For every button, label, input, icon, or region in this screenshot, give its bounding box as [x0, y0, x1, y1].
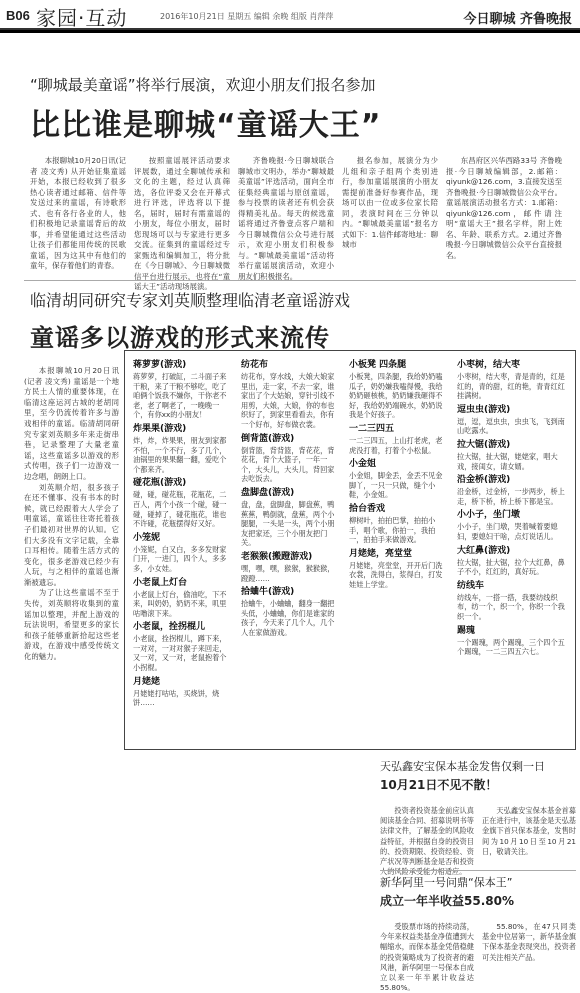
edition-meta: 2016年10月21日 星期五 编辑 余晚 组版 肖萍萍: [160, 12, 334, 21]
article2-kicker: 临清胡同研究专家刘英顺整理临清老童谣游戏: [30, 291, 351, 310]
article2-headline: 童谣多以游戏的形式来流传: [30, 324, 330, 352]
page-number: B06: [6, 8, 30, 23]
section-divider: [24, 280, 576, 281]
rhyme-title: 小老鼠，拴拐棍儿: [133, 622, 206, 633]
rhyme-title: 蒋萝萝(游戏): [133, 360, 187, 370]
rhyme-text: 拾蛐牛，小蛐蛐，翻身一翻把头低，小蛐蛐，你们是谁家的孩子，今天来了几个人，几个人在家做游戏。: [241, 599, 335, 637]
rhymes-column: [133, 357, 233, 745]
rhyme-title: 踢瑰: [457, 625, 476, 636]
rhyme-text: 蒋萝萝，打破缸，二斗面子来干粮，来了干粮不够吃，吃了咱俩个饭我不嫌你，干你老不老，老了啊老了，一晚晚一个，有你xx的小朋友！: [133, 372, 227, 420]
rhyme-text: 小笼妮，白又白，多多发财家门开，一进门，四个人，多多多，小女娃。: [133, 544, 227, 573]
rhyme-text: 沿金桥，过金桥，一步两步，桥上走，桥下桥，桥上桥下都是宝。: [457, 487, 565, 506]
rhyme-text: 纺花布，穿水线，大娘大娘家里出，走一家，不去一家，谁家出了个大姑娘，穿针引线不用剪，大娘，大娘，你的布也织好了，到家里看看去，你有一个好布，好布做衣裳。: [241, 372, 335, 429]
rhyme-text: 嘿，嘿，嘿，猴猴，猴猴猴，蹬蹬……: [241, 563, 335, 583]
rhyme-text: 小枣树，结大枣，青是青的，红是红的，青的甜，红的艳，青青红红挂满树。: [457, 372, 565, 401]
rhyme-title: 炸果果(游戏): [133, 423, 187, 434]
rhyme-text: 小老鼠上灯台，偷油吃，下不来，叫奶奶，奶奶不来，叽里咕噜滚下来。: [133, 589, 227, 618]
article1-column: 本报聊城10月20日讯(记者 凌文秀) 从开始征集童谣开始，本报已经收到了很多热心读者通过邮箱、信件等发送过来的童谣，有诗歌形式、也有各行各业的人，他们积极地记录童谣背后的故事，并希望能通过这些活动让孩子们都能用传统的民歌童谣，因为这其中有他们的童年，保存着他们的青春。: [30, 156, 126, 270]
rhymes-column: [349, 357, 449, 745]
rhymes-column: [457, 357, 569, 745]
ad1-subtitle: 10月21日不见不散！: [380, 778, 498, 792]
rhyme-text: 倒背篮，背背篮，背花花，背花花，背个大篮子，一年一个，大头儿，大头儿，背回家去吃饭去。: [241, 445, 335, 484]
ad2-column: 55.80%，在47只同类基金中位居第一，新华基金旗下保本基金表现突出，投资者可关注相关产品。: [482, 922, 576, 962]
rhyme-title: 碰花瓶(游戏): [133, 478, 187, 489]
rhyme-title: 小金姐: [349, 459, 377, 470]
fund-ad-1: [380, 758, 576, 877]
article1-column: 齐鲁晚报·今日聊城联合聊城市文明办，举办“聊城最美童谣”评选活动，面向全市征集经典童谣与原创童谣，参与投票的读者还有机会获得精美礼品。每天的候选童谣将通过齐鲁壹点客户端和今日聊城微信公众号进行展示，欢迎小朋友们积极参与。“聊城最美童谣”活动将举行童谣展演活动，欢迎小朋友们积极报名。: [238, 156, 334, 281]
ad2-column: 受股票市场的持续动荡，今年来权益类基金净值遭到大幅缩水，而保本基金凭借稳健的投资策略成为了投资者的避风港，新华阿里一号保本自成立以来一年半累计收益达55.80%。: [380, 922, 474, 993]
rhyme-title: 拉大锯(游戏): [457, 439, 511, 450]
rhyme-title: 小枣树，结大枣: [457, 360, 521, 370]
article1-headline: 比比谁是聊城“童谣大王”: [30, 108, 382, 143]
rhyme-title: 老猴猴(搬蹬游戏): [241, 551, 313, 562]
rhyme-text: 月姥姥，亮堂堂，开开后门洗衣裳，洗得白，浆得白，打发娃娃上学堂。: [349, 560, 443, 589]
rhyme-title: 纺花布: [241, 360, 269, 370]
rhyme-text: 拉大锯，扯大锯，姥姥家，唱大戏，接闺女，请女婿。: [457, 451, 558, 471]
article1-kicker: “聊城最美童谣”将举行展演，欢迎小朋友们报名参加: [30, 76, 376, 94]
rhymes-column: [241, 357, 341, 745]
rhyme-text: 柳树叶，拍拍巴掌，拍拍小手，唱个歌，你拍一，我拍一，拍拍手来做游戏。: [349, 515, 436, 545]
ad2-title: 新华阿里一号问鼎“保本王”: [380, 876, 513, 889]
article1-column: 报名参加，展演分为少儿组和亲子组两个类别进行，参加童谣展演的小朋友需提前准备好参赛作品，现场可以由一位或多位家长陪同，表演时间在三分钟以内。“聊城最美童谣”报名方式如下：1.信件邮寄地址：聊城市: [342, 156, 438, 249]
ad1-title: 天弘鑫安宝保本基金发售仅剩一日: [380, 760, 545, 773]
rhyme-title: 小板凳 四条腿: [349, 360, 407, 370]
rhyme-text: 一个踢瑰，两个踢瑰，三个四个五个踢瑰，一二三四五六七。: [457, 637, 565, 657]
rhyme-title: 倒背篮(游戏): [241, 433, 295, 444]
rhyme-text: 盘，盘，盘脚盘，脚盘蕉，鸭蕉蕉，鸭倒就，盘蕉，两个小腿腿，一头是一头，两个小朋友把家还，三个小朋友把门关。: [241, 499, 335, 548]
rhyme-text: 拉大锯，扯大锯，拉个大红鼻，鼻子不小，红红的，真好玩。: [457, 557, 565, 577]
rhyme-text: 逗，逗，逗虫虫，虫虫飞，飞到南山吃露水。: [457, 416, 565, 436]
rhyme-text: 小金姐，脚金丢，金丢不见金脚丫，一只一只做，缝个小鞋，小金姐。: [349, 471, 443, 500]
rhyme-title: 拾台香戏: [349, 503, 386, 514]
page-header: [0, 0, 580, 30]
rhyme-title: 大红鼻(游戏): [457, 545, 511, 556]
rhyme-title: 一二三四五: [349, 423, 395, 434]
ad-divider: [380, 870, 576, 871]
rhyme-title: 纺线车: [457, 580, 485, 591]
rhyme-text: 纺线车，一搭一搭，我要纺线织布，纺一个，织一个，你织一个我织一个。: [457, 592, 565, 621]
rhyme-title: 月姥姥，亮堂堂: [349, 548, 413, 559]
fund-ad-2: [380, 874, 576, 993]
rhyme-title: 拾蛐牛(游戏): [241, 587, 295, 598]
section-title: 家园·互动: [36, 6, 128, 30]
ad1-column: 投资者投资基金前应认真阅读基金合同、招募说明书等法律文件，了解基金的风险收益特征，并根据自身的投资目的、投资期限、投资经验、资产状况等判断基金是否和投资人的风险承受能力相适应。: [380, 806, 474, 877]
article2-body: 本报聊城10月20日讯(记者 凌文秀) 童谣是一个地方民土人情的重要体现，在临清这座运河古城的老胡同里，至今仍流传着许多与游戏相伴的童谣。临清胡同研究专家刘英顺多年来走街串巷，记录整理了大量老童谣，这些童谣多以游戏的形式传唱，孩子们一边游戏一边念唱，朗朗上口。 刘英顺介绍，很多孩子在还不懂事、没有书本的时候，就已经跟着大人学会了唱童谣，童谣往往寄托着孩子们最初对世界的认知。它们大多没有文字记载，全靠口耳相传。随着生活方式的变化，很多老游戏已经少有人玩，与之相伴的童谣也渐渐被遗忘。 为了让这些童谣不至于失传，刘英顺将收集到的童谣加以整理，并配上游戏的玩法说明，希望更多的家长和孩子能够重新拾起这些老游戏，在游戏中感受传统文化的魅力。: [24, 366, 119, 662]
rhyme-text: 小老鼠，拴拐棍儿，蹲下来，一对对，一对对猴子来回走，又一对，又一对，老鼠抱着个小拐棍。: [133, 634, 227, 673]
header-rule: [0, 30, 580, 33]
rhyme-title: 小笼妮: [133, 532, 161, 543]
rhyme-text: 碰，碰，碰花瓶，花瓶花，二百人，两个小孩一个碰，碰一碰，碰掉了，碰花瓶花，谁也不许碰，花瓶摆得好又好。: [133, 490, 227, 529]
rhymes-box: [124, 350, 576, 750]
newspaper-masthead: 今日聊城 齐鲁晚报: [463, 12, 572, 27]
rhyme-title: 逗虫虫(游戏): [457, 404, 511, 415]
rhyme-text: 一二三四五，上山打老虎，老虎没打着，打着个小松鼠。: [349, 435, 443, 455]
rhyme-title: 沿金桥(游戏): [457, 475, 511, 486]
ad1-column: 天弘鑫安宝保本基金首募正在进行中，该基金是天弘基金旗下首只保本基金，发售时间为10月10日至10月21日，敬请关注。: [482, 806, 576, 856]
rhyme-title: 盘脚盘(游戏): [241, 487, 295, 498]
rhyme-text: 小板凳，四条腿，我给奶奶嗑瓜子，奶奶嫌我嗑得慢，我给奶奶砸核桃，奶奶嫌我砸得不好，我给奶奶端碗水，奶奶说我是个好孩子。: [349, 372, 443, 420]
ad2-subtitle: 成立一年半收益55.80%: [380, 894, 514, 908]
rhyme-text: 炸，炸，炸果果，朋友到家都不怕，一个不行，多了几个，油锅里的果果翻一翻，爱吃个个都来齐。: [133, 435, 227, 474]
rhyme-title: 小老鼠上灯台: [133, 577, 188, 588]
rhyme-text: 月姥姥打咕咕，买烧饼，烧饼……: [133, 688, 220, 708]
article1-column: 按照童谣展评活动要求评展数，通过全聊城传承和文化的主题，经过认真筛选，各位评委又会在开幕式进行评选，评选将以下提名，届时，届时有需童谣的小朋友，每位小朋友，届时您现场可以与专家进行更多交流。征集到的童谣经过专家甄选和编辑加工，将分批在《今日聊城》、今日聊城微信平台进行展示，也将在“童谣大王”活动现场展演。: [134, 156, 230, 291]
rhyme-text: 小小子，坐门墩，哭着喊着要媳妇，要媳妇干啥，点灯说话儿。: [457, 522, 558, 541]
rhyme-title: 小小子，坐门墩: [457, 510, 521, 521]
rhyme-title: 月姥姥: [133, 676, 161, 687]
article1-column: 东昌府区兴华西路33号 齐鲁晚报·今日聊城编辑部，2.邮箱：qiyunk@126.com，3.直接发送至齐鲁晚报·今日聊城微信公众平台。童谣展演活动报名方式：1.邮箱：qiyunk@126.com，邮件请注明“童谣大王”报名字样，附上姓名、年龄、联系方式。2.通过齐鲁晚报·今日聊城微信公众平台直接报名。: [446, 156, 562, 260]
